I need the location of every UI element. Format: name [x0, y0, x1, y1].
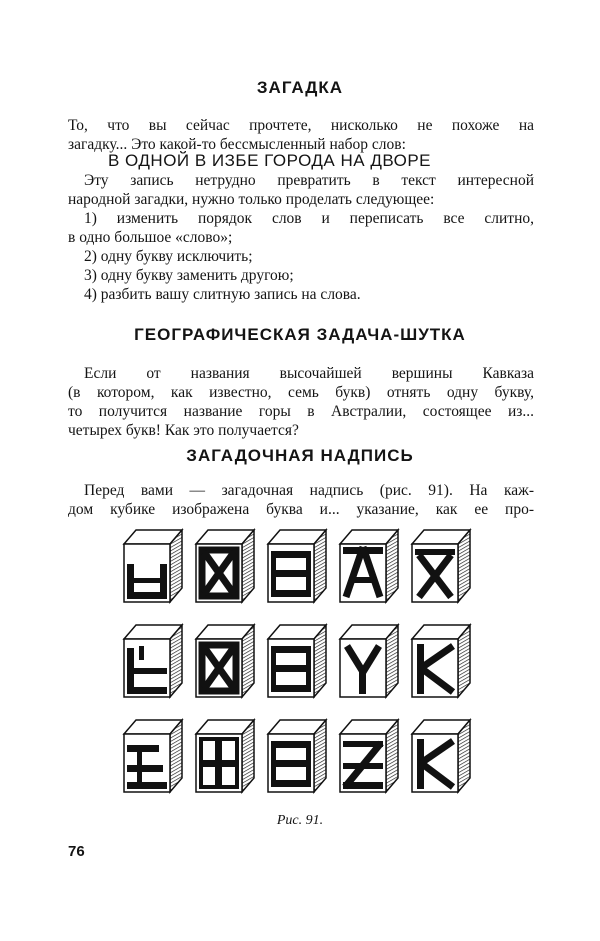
heading-geography: ГЕОГРАФИЧЕСКАЯ ЗАДАЧА-ШУТКА [134, 325, 466, 344]
cube-side-face [242, 625, 254, 697]
cube-side-face [458, 625, 470, 697]
cube-side-face [242, 720, 254, 792]
cube-side-face [458, 720, 470, 792]
text-line: Если от названия высочайшей вершины Кавказа [84, 365, 534, 382]
cube-side-face [170, 625, 182, 697]
cube-side-face [458, 530, 470, 602]
page-number: 76 [68, 843, 85, 860]
text-line: 2) одну букву исключить; [84, 248, 253, 265]
cube-front-diag [340, 720, 398, 792]
cube-front-u [124, 530, 182, 602]
cube-front-e [124, 720, 182, 792]
cube-front-sha [124, 625, 182, 697]
cube-front-bars [268, 625, 326, 697]
cube-side-face [386, 625, 398, 697]
text-line: дом кубике изображена буква и... указание, как ее про- [68, 501, 534, 518]
cube-front-plus [196, 720, 254, 792]
cube-side-face [386, 720, 398, 792]
cube-front-box [196, 530, 254, 602]
cube-front-bars [268, 720, 326, 792]
cube-front-x [412, 530, 470, 602]
cube-side-face [314, 625, 326, 697]
cube-front-bars [268, 530, 326, 602]
cube-side-face [314, 530, 326, 602]
cube-front-k [412, 720, 470, 792]
text-line: Эту запись нетрудно превратить в текст интересной [84, 172, 534, 189]
text-line: то получится название горы в Австралии, состоящее из... [68, 403, 534, 420]
text-line: 3) одну букву заменить другою; [84, 267, 294, 284]
cube-front-box [196, 625, 254, 697]
riddle-phrase: В ОДНОЙ В ИЗБЕ ГОРОДА НА ДВОРЕ [108, 151, 432, 170]
figure-caption: Рис. 91. [276, 813, 324, 828]
text-line: четырех букв! Как это получается? [68, 422, 299, 439]
cube-front-tri [340, 530, 398, 602]
cube-front-k [412, 625, 470, 697]
text-line: загадку... Это какой-то бессмысленный набор слов: [68, 136, 406, 153]
cube-inscription-figure [118, 522, 483, 807]
cube-front-y [340, 625, 398, 697]
cube-side-face [386, 530, 398, 602]
text-line: 4) разбить вашу слитную запись на слова. [84, 286, 361, 303]
cube-side-face [170, 720, 182, 792]
text-line: Перед вами — загадочная надпись (рис. 91). На каж- [84, 482, 534, 499]
text-line: (в котором, как известно, семь букв) отнять одну букву, [68, 384, 534, 401]
text-line: народной загадки, нужно только проделать следующее: [68, 191, 435, 208]
cube-side-face [314, 720, 326, 792]
text-line: 1) изменить порядок слов и переписать все слитно, [84, 210, 534, 227]
heading-inscription: ЗАГАДОЧНАЯ НАДПИСЬ [186, 446, 414, 465]
text-line: в одно большое «слово»; [68, 229, 233, 246]
cube-side-face [242, 530, 254, 602]
cube-side-face [170, 530, 182, 602]
text-line: То, что вы сейчас прочтете, нисколько не похоже на [68, 117, 534, 134]
heading-riddle: ЗАГАДКА [256, 78, 344, 97]
